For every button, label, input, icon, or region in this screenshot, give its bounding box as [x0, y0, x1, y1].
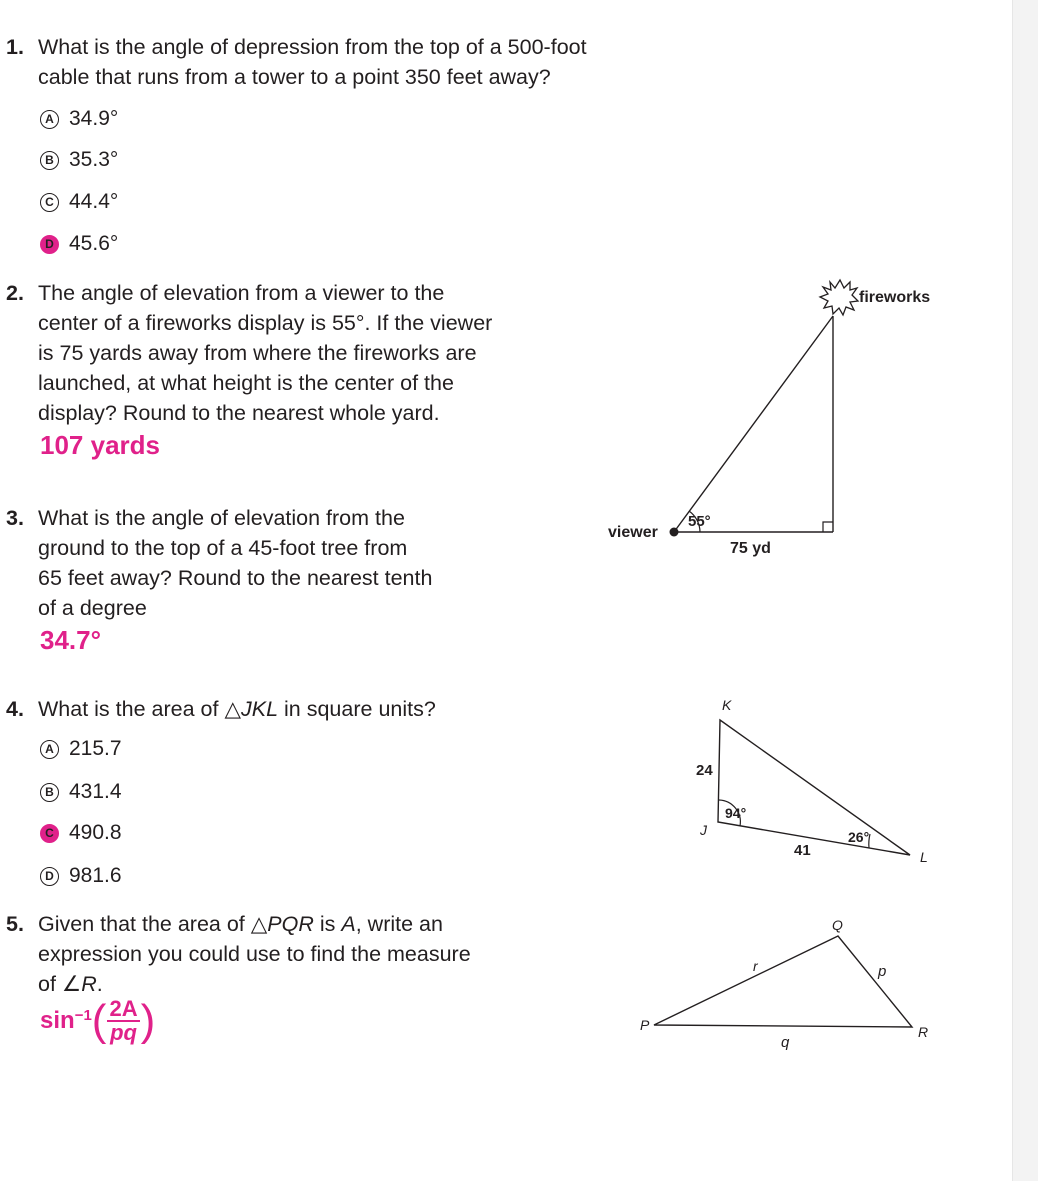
burst-icon — [820, 280, 858, 315]
choice-text: 431.4 — [69, 780, 122, 803]
choice-d[interactable] — [40, 864, 122, 888]
scrollbar[interactable] — [1012, 0, 1038, 1181]
angle-label: 55° — [688, 513, 711, 530]
vertex-l-label: L — [920, 849, 928, 865]
triangle-jkl — [718, 720, 910, 855]
choice-text: 215.7 — [69, 737, 122, 760]
side-p-label: p — [878, 963, 887, 980]
vertex-q-label: Q — [832, 917, 843, 933]
question-number: 3. — [6, 506, 24, 530]
side-jk-label: 24 — [696, 762, 713, 779]
answer-q2: 107 yards — [40, 430, 160, 460]
question-text: What is the area of — [38, 697, 225, 721]
choice-text: 35.3° — [69, 148, 119, 171]
choice-bubble-selected[interactable]: D — [40, 235, 59, 254]
angle-symbol: ∠ — [61, 972, 82, 996]
answer-q3: 34.7° — [40, 625, 102, 655]
choice-bubble[interactable]: A — [40, 110, 59, 129]
angle-name: R — [81, 972, 97, 996]
question-4 — [6, 694, 436, 724]
choice-text: 45.6° — [69, 232, 119, 255]
area-variable: A — [341, 912, 356, 936]
vertex-k-label: K — [722, 697, 732, 713]
choice-text: 34.9° — [69, 107, 119, 130]
triangle-pqr-figure — [630, 910, 950, 1060]
question-1 — [6, 32, 587, 92]
question-text: What is the angle of depression from the top of a 500-foot — [38, 35, 587, 59]
question-text: The angle of elevation from a viewer to the — [38, 281, 445, 305]
answer-exponent: −1 — [74, 1006, 92, 1024]
viewer-label: viewer — [608, 524, 658, 541]
angle-l-label: 26° — [848, 829, 870, 845]
side-jl-label: 41 — [794, 842, 811, 859]
choice-bubble-selected[interactable]: C — [40, 824, 59, 843]
choice-a[interactable] — [40, 107, 118, 131]
choice-bubble[interactable]: A — [40, 740, 59, 759]
question-2 — [6, 278, 492, 428]
choice-bubble[interactable]: C — [40, 193, 59, 212]
left-paren: ( — [91, 996, 107, 1045]
question-text: cable that runs from a tower to a point 350 feet away? — [38, 65, 551, 89]
question-5 — [6, 909, 471, 999]
base-label: 75 yd — [730, 540, 771, 557]
choice-b[interactable] — [40, 780, 122, 804]
question-text: is — [313, 912, 342, 936]
fireworks-label: fireworks — [859, 289, 931, 306]
question-text: of — [38, 972, 62, 996]
question-text: 65 feet away? Round to the nearest tenth — [38, 566, 433, 590]
choice-text: 981.6 — [69, 864, 122, 887]
answer-q5 — [40, 998, 155, 1044]
choice-text: 490.8 — [69, 821, 122, 844]
choice-bubble[interactable]: B — [40, 783, 59, 802]
vertex-r-label: R — [918, 1024, 929, 1040]
question-text: , write an — [355, 912, 443, 936]
denominator: pq — [110, 1020, 137, 1045]
question-number: 5. — [6, 912, 24, 936]
question-text: of a degree — [38, 596, 147, 620]
line-of-sight — [674, 316, 833, 532]
numerator: 2A — [109, 996, 138, 1021]
question-text: . — [96, 972, 103, 996]
choice-d-selected[interactable] — [40, 232, 118, 256]
choice-c-selected[interactable] — [40, 821, 122, 845]
question-text: Given that the area of — [38, 912, 251, 936]
question-text: is 75 yards away from where the fireworks are — [38, 341, 477, 365]
angle-j-label: 94° — [725, 805, 747, 821]
triangle-name: PQR — [267, 912, 314, 936]
side-q-label: q — [781, 1034, 790, 1051]
viewer-point — [670, 528, 679, 537]
question-text: center of a fireworks display is 55°. If the viewer — [38, 311, 493, 335]
question-text: ground to the top of a 45-foot tree from — [38, 536, 408, 560]
side-r-label: r — [753, 958, 758, 974]
choice-text: 44.4° — [69, 190, 119, 213]
question-number: 1. — [6, 35, 24, 59]
choice-b[interactable] — [40, 148, 118, 172]
question-text: in square units? — [278, 697, 436, 721]
choice-bubble[interactable]: B — [40, 151, 59, 170]
question-number: 4. — [6, 697, 24, 721]
choice-c[interactable] — [40, 190, 118, 214]
question-text: display? Round to the nearest whole yard. — [38, 401, 440, 425]
right-angle-mark — [823, 522, 833, 532]
triangle-symbol: △ — [250, 912, 268, 936]
fireworks-figure — [600, 270, 960, 570]
triangle-name: JKL — [240, 697, 279, 721]
triangle-symbol: △ — [224, 697, 241, 721]
choice-bubble[interactable]: D — [40, 867, 59, 886]
answer-fraction — [107, 998, 139, 1044]
choice-a[interactable] — [40, 737, 122, 761]
vertex-j-label: J — [700, 822, 707, 838]
question-text: What is the angle of elevation from the — [38, 506, 405, 530]
question-text: launched, at what height is the center of the — [38, 371, 454, 395]
triangle-jkl-figure — [680, 690, 960, 880]
vertex-p-label: P — [640, 1017, 650, 1033]
question-number: 2. — [6, 281, 24, 305]
answer-func: sin — [40, 1007, 75, 1034]
question-text: expression you could use to find the measure — [38, 942, 471, 966]
right-paren: ) — [140, 996, 156, 1045]
triangle-pqr — [654, 936, 912, 1027]
question-3 — [6, 503, 432, 623]
